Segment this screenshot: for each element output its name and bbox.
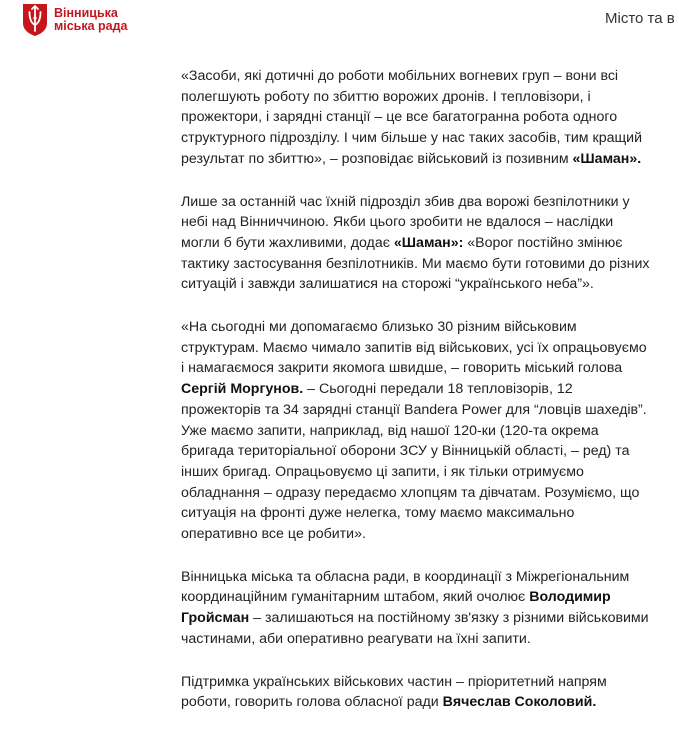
paragraph-1	[181, 66, 651, 170]
paragraph-5-text: Підтримка українських військових частин – пріоритетний напрям роботи, говорить голова обласної ради	[181, 673, 607, 711]
paragraph-2-text-start: Лише за останній час їхній підрозділ збив два ворожі безпілотники у небі над Вінниччиною. Якби цього зробити не вдалося – наслідки могли б бути жахливими, додає	[181, 193, 630, 251]
logo-line-1: Вінницька	[54, 6, 118, 20]
paragraph-4-text-start: Вінницька міська та обласна ради, в координації з Міжрегіональним координаційним гуманітарним штабом, який очолює	[181, 568, 630, 606]
mayor-name: Сергій Моргунов.	[181, 381, 304, 398]
logo-line-2: міська рада	[54, 19, 128, 33]
vinnytsia-coat-of-arms-icon	[22, 3, 48, 37]
logo-text	[54, 7, 128, 33]
paragraph-2-text-end: «Ворог постійно змінює тактику застосування безпілотників. Ми маємо бути готовими до різних ситуацій і завжди залишатися на сторожі “українського неба”».	[181, 234, 650, 293]
paragraph-3-text-end: – Сьогодні передали 18 тепловізорів, 12 прожекторів та 34 зарядні станції Bandera Power для “ловців шахедів”. Уже маємо запити, наприклад, від нашої 120-ки (120-та окрема бригада територіальної оборони ЗСУ у Вінницькій області, – ред) та інших бригад. Опрацьовуємо ці запити, і як тільки отримуємо обладнання – одразу передаємо хлопцям та дівчатам. Розуміємо, що ситуація на фронті дуже нелегка, тому маємо максимально оперативно все цe робити».	[181, 381, 647, 543]
paragraph-2	[181, 192, 651, 296]
paragraph-4-text-end: – залишаються на постійному зв'язку з різними військовими частинами, аби оперативно реагувати на їхні запити.	[181, 610, 649, 647]
head-of-staff-name: Володимир Гройсман	[181, 589, 611, 627]
site-header	[0, 0, 679, 44]
paragraph-4	[181, 567, 651, 650]
callsign-shaman: «Шаман».	[572, 150, 642, 167]
paragraph-1-text: «Засоби, які дотичні до роботи мобільних вогневих груп – вони всі полегшують роботу по збиттю ворожих дронів. І тепловізори, і прожектори, і зарядні станції – це все багатогранна робота одного структурного підрозділу. І чим більше у нас таких засобів, тим кращий результат по збиттю», – розповідає військовий із позивним	[181, 68, 642, 167]
site-logo-link[interactable]	[22, 3, 128, 37]
article-body	[181, 66, 651, 735]
callsign-shaman-2: «Шаман»:	[393, 234, 464, 251]
council-head-name: Вячеслав Соколовий.	[442, 694, 597, 711]
paragraph-3	[181, 317, 651, 545]
paragraph-3-text-start: «На сьогодні ми допомагаємо близько 30 різним військовим структурам. Маємо чимало запитів від військових, усі їх опрацьовуємо і намагаємося закрити якомога швидше, – говорить міський голова	[181, 319, 647, 377]
nav-item-city[interactable]: Місто та в	[605, 10, 675, 27]
paragraph-5	[181, 672, 651, 713]
